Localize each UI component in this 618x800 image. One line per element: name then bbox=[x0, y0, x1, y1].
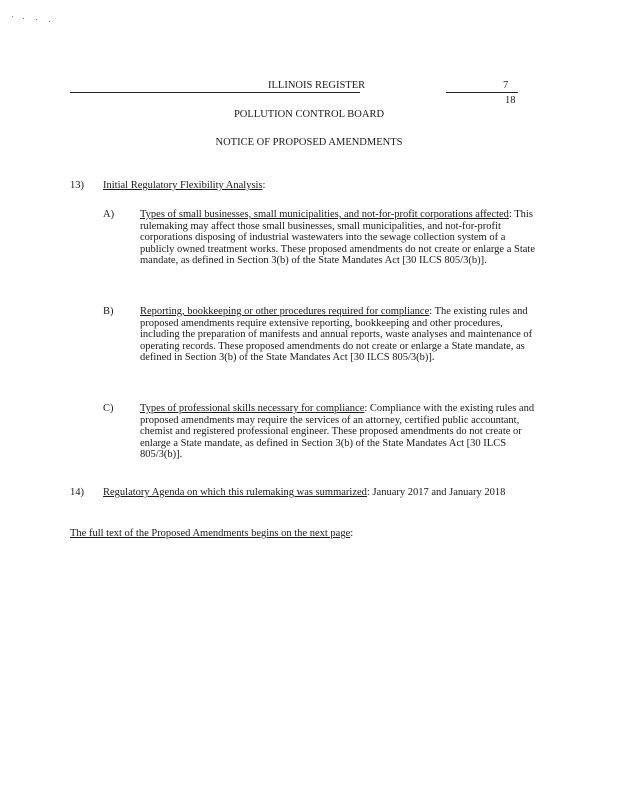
section-13-heading bbox=[103, 180, 265, 192]
item-a-letter: A) bbox=[103, 209, 115, 220]
item-c-label: Types of professional skills necessary for compliance bbox=[140, 403, 365, 414]
section-14-text: : January 2017 and January 2018 bbox=[366, 487, 506, 498]
section-14-paragraph bbox=[103, 487, 518, 499]
register-title: ILLINOIS REGISTER bbox=[268, 80, 366, 91]
item-c-letter: C) bbox=[103, 403, 114, 414]
item-b-letter: B) bbox=[103, 306, 114, 317]
section-14-label: Regulatory Agenda on which this rulemaking was summarized bbox=[103, 487, 367, 498]
item-b-text: : The existing rules and proposed amendments require extensive reporting, bookkeeping and other procedures, including the preparation of manifests and annual reports, waste analyses and maintenance of operating records. These proposed amendments do not create or enlarge a State mandate, as defined in Section 3(b) of the State Mandates Act [30 ILCS 805/3(b)]. bbox=[140, 306, 533, 363]
closing-label: The full text of the Proposed Amendments begins on the next page bbox=[70, 528, 351, 539]
section-13-heading-text: Initial Regulatory Flexibility Analysis bbox=[103, 180, 263, 191]
section-13-heading-colon: : bbox=[262, 180, 266, 191]
item-c-paragraph bbox=[140, 403, 540, 461]
section-14-number: 14) bbox=[70, 487, 84, 498]
item-a-text: : This rulemaking may affect those small businesses, small municipalities, and not-for-profit corporations disposing of industrial wastewaters into the sewage collection system of a publicly owned treatment works. These proposed amendments do not create or enlarge a State mandate, as defined in Section 3(b) of the State Mandates Act [30 ILCS 805/3(b)]. bbox=[140, 209, 535, 266]
notice-title: NOTICE OF PROPOSED AMENDMENTS bbox=[215, 137, 403, 148]
page-total: 18 bbox=[505, 95, 516, 106]
item-b-paragraph bbox=[140, 306, 540, 364]
page-number: 7 bbox=[503, 80, 509, 91]
header-rule-left bbox=[70, 92, 360, 93]
item-b-label: Reporting, bookkeeping or other procedures required for compliance bbox=[140, 306, 430, 317]
board-title: POLLUTION CONTROL BOARD bbox=[233, 109, 385, 120]
closing-line bbox=[70, 528, 530, 540]
item-c-text: : Compliance with the existing rules and proposed amendments may require the services of an attorney, certified public accountant, chemist and registered professional engineer. These proposed amendments do not create or enlarge a State mandate, as defined in Section 3(b) of the State Mandates Act [30 ILCS 805/3(b)]. bbox=[140, 403, 535, 460]
closing-colon: : bbox=[350, 528, 354, 539]
item-a-paragraph bbox=[140, 209, 540, 267]
item-a-label: Types of small businesses, small municipalities, and not-for-profit corporations affected bbox=[140, 209, 509, 220]
section-13-number: 13) bbox=[70, 180, 84, 191]
header-rule-right bbox=[446, 92, 518, 93]
scan-specks bbox=[12, 14, 52, 24]
